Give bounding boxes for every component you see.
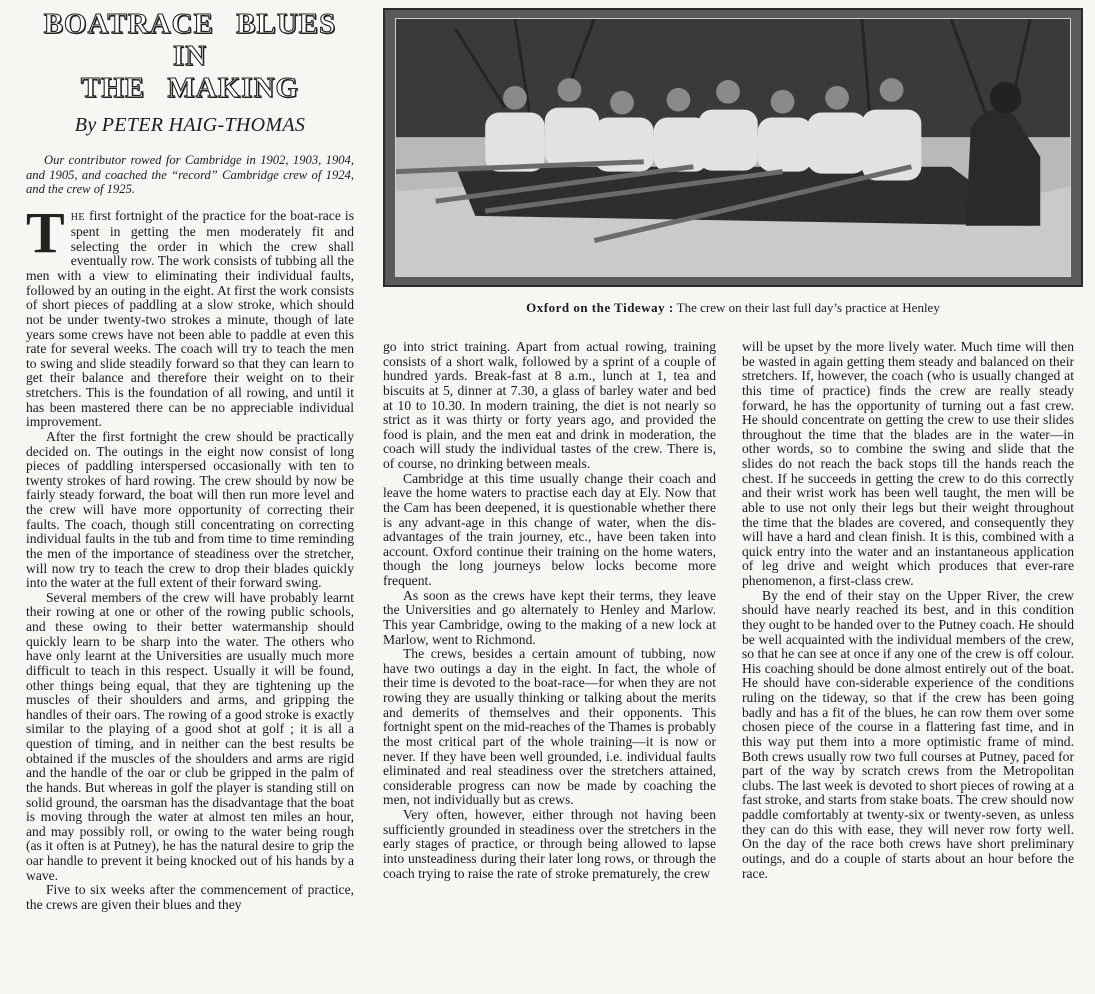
paragraph: The crews, besides a certain amount of tubbing, now have two outings a day in the eight. In fact, the whole of their time is devoted to the boat-race—for when they are not rowing they are usually thinking or talking about the merits and demerits of themselves and their opponents. This fortnight spent on the mid-reaches of the Thames is probably the most critical part of the whole training—it is now or never. If they have been well grounded, i.e. individual faults eliminated and real steadiness over the stretchers attained, considerable progress can now be made by coaching the men, not individually but as crews. — [383, 646, 716, 808]
paragraph: After the first fortnight the crew should be practically decided on. The outings in the eight now consist of long pieces of paddling interspersed occasionally with ten to twenty strokes of hard rowing. The crew should by now be fairly steady forward, the boat will then run more level and the crew will have more opportunity of correcting their faults. The coach, though still concentrating on correcting individual faults in the tub and from time to time reminding the men of the importance of steadiness over the stretcher, will now try to teach the crew to drop their blades quickly into the water at the full extent of their forward swing. — [26, 428, 354, 591]
contributor-intro: Our contributor rowed for Cambridge in 1902, 1903, 1904, and 1905, and coached the “record” Cambridge crew of 1924, and the crew of 1925. — [26, 153, 354, 196]
rowing-crew-photo — [395, 18, 1071, 277]
title-line-2: THE MAKING — [80, 72, 300, 104]
paragraph: Several members of the crew will have probably learnt their rowing at one or other of the rowing public schools, and these owing to their better watermanship should quickly learn to be sharp into the water. The others who have only learnt at the Universities are usually much more difficult to teach in this respect. Usually it will be found, other things being equal, that they are tightening up the muscles of their shoulders and arms, and gripping the handles of their oars. The rowing of a good stroke is exactly similar to the playing of a good shot at golf ; it is all a question of timing, and in neither can the best results be obtained if the muscles of the shoulders and arms are rigid and the handle of the oar or club be gripped in the palm of the hands. But whereas in golf the player is standing still on solid ground, the oarsman has the disadvantage that the boat is moving through the water at almost ten miles an hour, and may possibly roll, or owing to the water being rough (as it often is at Putney), he has the natural desire to grip the oar handle to prevent it being knocked out of his hands by a wave. — [26, 589, 354, 883]
paragraph: By the end of their stay on the Upper River, the crew should have nearly reached its best, and in this condition they ought to be handed over to the Putney coach. He should be well acquainted with the individual members of the crew, so that he can see at once if any one of the crew is off colour. His coaching should be done almost entirely out of the boat. He should have con-siderable experience of the conditions ruling on the tideway, so that if the crew has been going badly and has a fit of the blues, he can row them over some chosen piece of the course in a flattering fast time, and in this way put them into a more optimistic frame of mind. Both crews usually row two full courses at Putney, paced for part of the way by scratch crews from the Metropolitan clubs. The last week is devoted to short pieces of rowing at a fast stroke, and starts from stake boats. The crew should now paddle comfortably at twenty-six or twenty-seven, as unless they can do this with ease, they will never row forty well. On the day of the race both crews have short preliminary outings, and do a couple of starts about an hour before the race. — [742, 587, 1074, 881]
small-caps-lead: HE — [70, 211, 86, 223]
photo-illustration — [396, 19, 1070, 276]
caption-text: The crew on their last full day’s practice at Henley — [673, 300, 940, 315]
paragraph: go into strict training. Apart from actual rowing, training consists of a short walk, followed by a sprint of a couple of hundred yards. Break-fast at 8 a.m., lunch at 1, tea and biscuits at 5, dinner at 7.30, a glass of barley water and bed at 10 to 10.30. In modern training, the diet is not nearly so strict as it was thirty or forty years ago, and provided the food is plain, and the men eat and drink in moderation, the coach will study the individual tastes of the crew. There is, of course, no drinking between meals. — [383, 339, 716, 471]
left-column-text — [26, 199, 354, 913]
title-line-1: BOATRACE BLUES IN — [43, 8, 337, 72]
coxswain-head — [990, 82, 1022, 114]
paragraph: Five to six weeks after the commencement of practice, the crews are given their blues and they — [26, 882, 354, 912]
paragraph-text: first fortnight of the practice for the boat-race is spent in getting the men moderately fit and selecting the order in which the crew shall eventually row. The work consists of tubbing all the men with a view to eliminating their individual faults, followed by an outing in the eight. At first the work consists of short pieces of paddling at a slow stroke, which should not be under twenty-two strokes a minute, though of late years some crews have not been able to paddle at even this rate for several weeks. The coach will try to teach the men to swing and slide steadily forward so that they can learn to get their balance and therefore their weight on to their stretchers. This is the foundation of all rowing, and until it has been mastered there can be no appreciable individual improvement. — [26, 207, 354, 430]
drop-cap: T — [26, 199, 65, 265]
paragraph — [26, 199, 354, 430]
paragraph: Very often, however, either through not having been sufficiently grounded in steadiness over the stretchers in the early stages of practice, or through being allowed to lapse into unsteadiness during their later long rows, or through the coach trying to raise the rate of stroke prematurely, the crew — [383, 807, 716, 881]
paragraph: Cambridge at this time usually change their coach and leave the home waters to practise each day at Ely. Now that the Cam has been deepened, it is questionable whether there is any advant-age in this change of water, when the dis-advantages of the train journey, etc., have been taken into account. Oxford continue their training on the home waters, though the long journeys below locks become more frequent. — [383, 470, 716, 588]
article-title — [26, 8, 354, 104]
left-column — [26, 8, 354, 913]
middle-column-text — [383, 340, 716, 881]
paragraph: As soon as the crews have kept their terms, they leave the Universities and go alternately to Henley and Marlow. This year Cambridge, owing to the making of a new lock at Marlow, went to Richmond. — [383, 587, 716, 647]
byline: By PETER HAIG-THOMAS — [74, 114, 306, 136]
caption-title: Oxford on the Tideway : — [526, 300, 674, 315]
right-column-text — [742, 340, 1074, 881]
paragraph: will be upset by the more lively water. Much time will then be wasted in again getting them steady and balanced on their stretchers. If, however, the coach (who is usually changed at this time of practice) finds the crew are really steady forward, he has the opportunity of turning out a fast crew. He should concentrate on getting the crew to use their slides throughout the time that the blades are in the water—in other words, so to combine the swing and slide that the slides do not reach the back stops till the hands reach the chest. If he succeeds in getting the crew to do this correctly and their wrist work has been well taught, the men will be able to use not only their legs but their weight throughout the time that the blades are covered, and consequently they will have a hard and clean finish. It is this, combined with a quick entry into the water and an instantaneous application of leg drive and weight which produces that ever-rare phenomenon, a first-class crew. — [742, 339, 1074, 588]
photo-frame — [383, 8, 1083, 287]
photo-caption — [383, 300, 1083, 316]
